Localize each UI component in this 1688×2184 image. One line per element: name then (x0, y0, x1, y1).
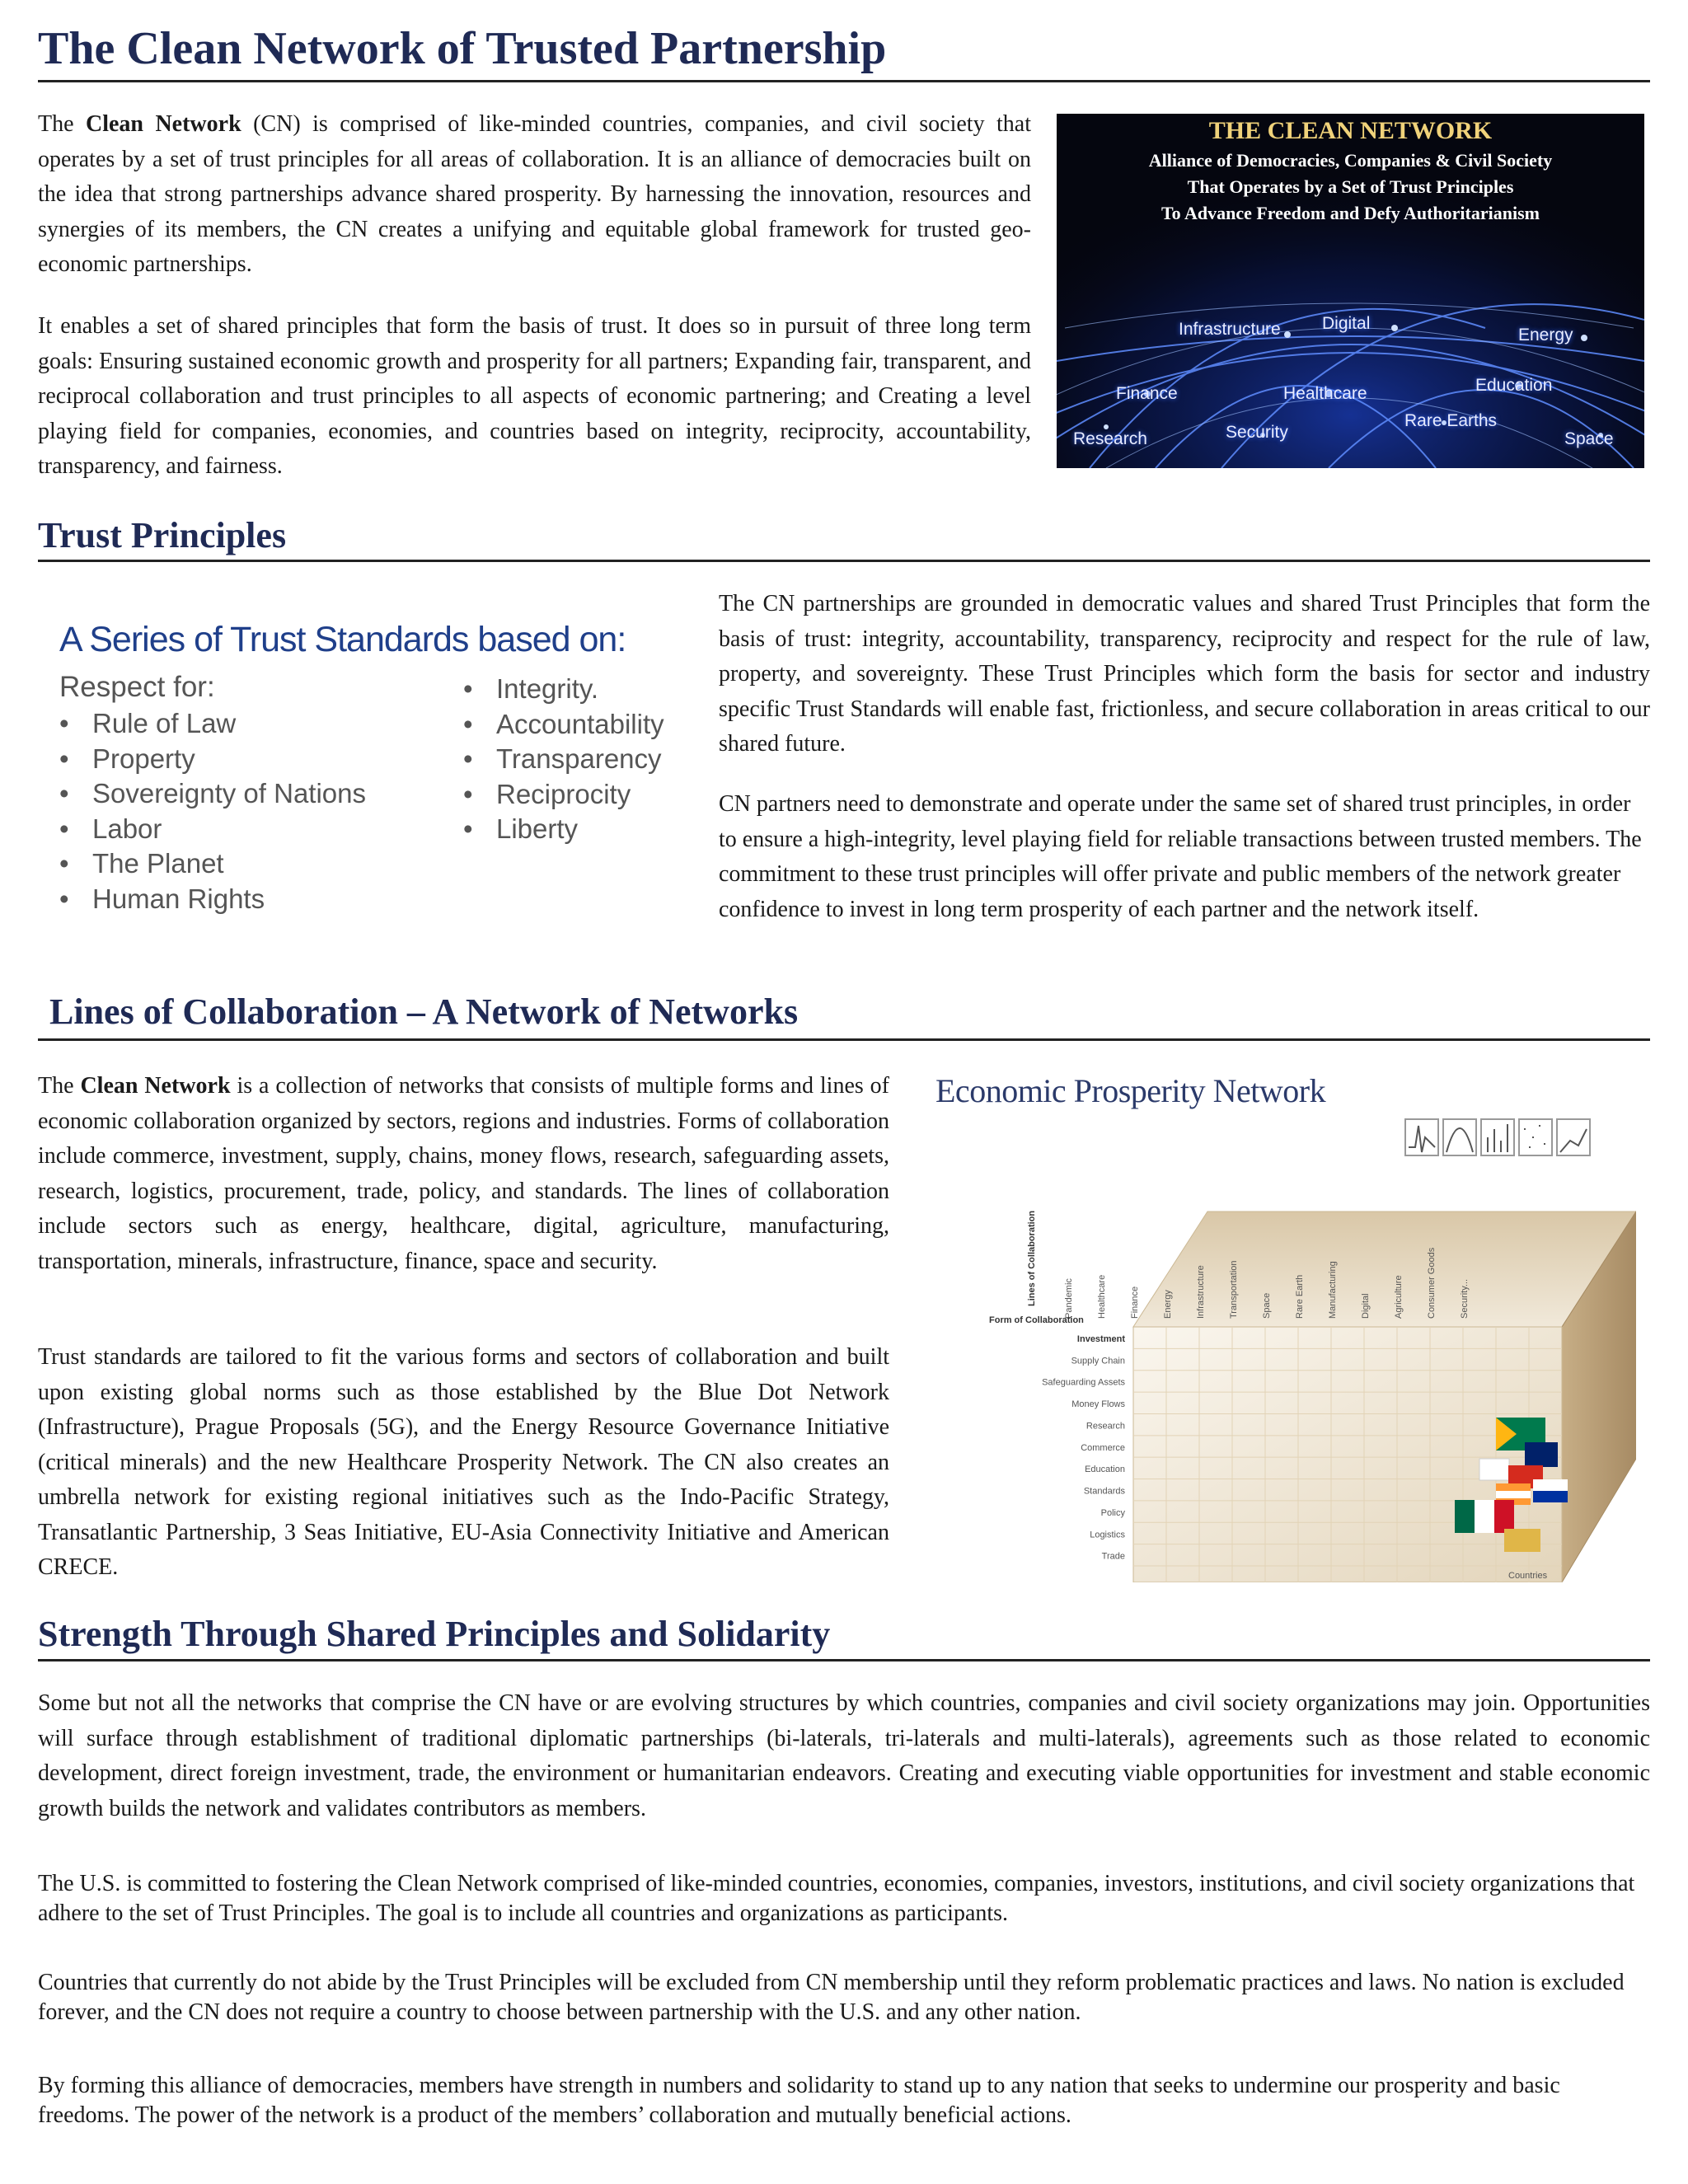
trust-standards-left-list (59, 706, 366, 916)
epn-column-label: Agriculture (1394, 1275, 1404, 1319)
epn-column-label: Security... (1460, 1278, 1470, 1319)
lines-paragraph-2: Trust standards are tailored to fit the various forms and sectors of collaboration and built upon existing global norms such as those established by the Blue Dot Network (Infrastructure), Prague Proposals (5G), and the Energy Resource Governance Initiative (critical minerals) and the new Healthcare Prosperity Network. The CN also creates an umbrella network for existing regional initiatives such as the Indo-Pacific Strategy, Transatlantic Partnership, 3 Seas Initiative, EU-Asia Connectivity Initiative and American CRECE. (38, 1344, 889, 1580)
epn-forms-label: Form of Collaboration (989, 1315, 1084, 1325)
epn-column-label: Manufacturing (1328, 1261, 1338, 1319)
intro-paragraph-1 (38, 107, 1031, 283)
lines-p5-start: The (38, 1073, 81, 1099)
epn-column-label: Transportation (1229, 1260, 1239, 1319)
epn-column-label: Infrastructure (1196, 1265, 1206, 1319)
epn-column-label: Healthcare (1097, 1274, 1107, 1319)
epn-column-label: Rare Earth (1295, 1274, 1305, 1319)
banner-label-digital: Digital (1322, 314, 1371, 333)
banner-line-2: That Operates by a Set of Trust Principles (1187, 176, 1514, 197)
banner-label-space: Space (1564, 429, 1614, 448)
banner-label-healthcare: Healthcare (1283, 384, 1367, 403)
banner-label-security: Security (1226, 423, 1288, 442)
lines-paragraph-1 (38, 1069, 889, 1279)
strength-paragraph-2: The U.S. is committed to fostering the Clean Network comprised of like-minded countries, economies, companies, investors, institutions, and civil society organizations that adhere to the set of Trust Principles. The goal is to include all countries and organizations as participants. (38, 1871, 1635, 1926)
trust-paragraph-1: The CN partnerships are grounded in democratic values and shared Trust Principles that form the basis of trust: integrity, accountability, transparency, reciprocity and respect for the rule of law, property, and sovereignty. These Trust Principles which form the basis for sector and industry specific Trust Standards will enable fast, frictionless, and secure collaboration in areas critical to our shared future. (719, 591, 1650, 757)
epn-row-label: Money Flows (1071, 1399, 1125, 1410)
epn-column-label: Digital (1361, 1293, 1371, 1319)
epn-column-label: Finance (1130, 1286, 1140, 1319)
heading-strength: Strength Through Shared Principles and Solidarity (38, 1609, 1650, 1661)
epn-column-label: Consumer Goods (1427, 1247, 1437, 1319)
epn-row-label: Education (1085, 1465, 1125, 1475)
lines-p5-bold: Clean Network (80, 1073, 231, 1099)
epn-row-label: Logistics (1090, 1530, 1125, 1540)
banner-label-finance: Finance (1116, 384, 1178, 403)
intro-p1-rest: (CN) is comprised of like-minded countries, companies, and civil society that operates by a set of trust principles for all areas of collaboration. It is an alliance of democracies built on the idea that strong partnerships advance shared prosperity. By harnessing the innovation, resources and synergies of its members, the CN creates a unifying and equitable global framework for trusted geo-economic partnerships. (38, 111, 1032, 277)
banner-label-education: Education (1475, 376, 1553, 395)
banner-title: THE CLEAN NETWORK (1208, 117, 1493, 144)
list-item: • The Planet (59, 846, 366, 882)
list-item: • Liberty (463, 812, 664, 847)
epn-row-label: Research (1085, 1421, 1125, 1432)
intro-p1-bold: Clean Network (86, 111, 241, 137)
list-item: • Rule of Law (59, 706, 366, 742)
list-item: • Human Rights (59, 882, 366, 917)
banner-line-3: To Advance Freedom and Defy Authoritarianism (1161, 203, 1540, 223)
trust-paragraph-2: CN partners need to demonstrate and operate under the same set of shared trust principles, in order to ensure a high-integrity, level playing field for reliable transactions between trusted members. The commitment to these trust principles will offer private and public members of the network greater confidence to invest in long term prosperity of each partner and the network itself. (719, 791, 1642, 922)
banner-line-1: Alliance of Democracies, Companies & Civil Society (1148, 150, 1553, 171)
lines-p5-rest: is a collection of networks that consists of multiple forms and lines of economic collaboration organized by sectors, regions and industries. Forms of collaboration include commerce, investment, supply, chains, money flows, research, safeguarding assets, research, logistics, procurement, trade, policy, and standards. The lines of collaboration include sectors such as energy, healthcare, digital, agriculture, manufacturing, transportation, minerals, infrastructure, finance, space and security. (38, 1073, 890, 1274)
intro-paragraph-2: It enables a set of shared principles that form the basis of trust. It does so in pursuit of three long term goals: Ensuring sustained economic growth and prosperity for all partners; Expanding fair, transparent, and reciprocal collaboration and trust principles to all aspects of economic partnering; and Creating a level playing field for companies, economies, and countries based on integrity, reciprocity, accountability, transparency, and fairness. (38, 313, 1031, 479)
list-item: • Property (59, 742, 366, 777)
epn-matrix-graphic (927, 1071, 1636, 1582)
epn-title: Economic Prosperity Network (935, 1072, 1326, 1109)
heading-lines-of-collaboration: Lines of Collaboration – A Network of Networks (38, 987, 1650, 1041)
trust-standards-card (49, 620, 701, 949)
epn-row-label: Safeguarding Assets (1042, 1377, 1125, 1388)
banner-label-infrastructure: Infrastructure (1179, 320, 1281, 339)
list-item: • Reciprocity (463, 777, 664, 813)
epn-column-label: Pandemic (1064, 1278, 1074, 1319)
trust-standards-respect-for: Respect for: (59, 671, 215, 703)
banner-label-rare-earths: Rare Earths (1404, 411, 1498, 430)
strength-paragraph-1: Some but not all the networks that comprise the CN have or are evolving structures by which countries, companies and civil society organizations may join. Opportunities will surface through establishment of traditional diplomatic partnerships (bi-laterals, tri-laterals and multi-laterals), agreements such as those related to economic development, direct foreign investment, trade, the environment or humanitarian endeavors. Creating and executing viable opportunities for investment and stable economic growth builds the network and validates contributors as members. (38, 1690, 1650, 1821)
epn-row-label: Commerce (1081, 1442, 1125, 1453)
strength-paragraph-3: Countries that currently do not abide by the Trust Principles will be excluded from CN membership until they reform problematic practices and laws. No nation is excluded forever, and the CN does not require a country to choose between partnership with the U.S. and any other nation. (38, 1970, 1625, 2025)
epn-row-label: Investment (1076, 1334, 1125, 1344)
list-item: • Accountability (463, 707, 664, 743)
heading-trust-principles: Trust Principles (38, 513, 1650, 562)
trust-standards-title: A Series of Trust Standards based on: (59, 620, 626, 659)
list-item: • Sovereignty of Nations (59, 776, 366, 812)
epn-row-label: Standards (1083, 1486, 1125, 1497)
epn-row-label: Supply Chain (1071, 1356, 1125, 1366)
epn-countries-label: Countries (1508, 1571, 1548, 1581)
intro-p1-start: The (38, 111, 86, 137)
chart-icons (1405, 1119, 1590, 1155)
economic-prosperity-network-graphic (927, 1071, 1636, 1582)
strength-paragraph-4: By forming this alliance of democracies, members have strength in numbers and solidarity to stand up to any nation that seeks to undermine our prosperity and basic freedoms. The power of the network is a product of the members’ collaboration and mutually beneficial actions. (38, 2073, 1560, 2128)
list-item: • Integrity. (463, 672, 664, 707)
epn-row-label: Policy (1100, 1507, 1125, 1518)
list-item: • Transparency (463, 742, 664, 777)
epn-column-label: Energy (1163, 1290, 1173, 1319)
list-item: • Labor (59, 812, 366, 847)
trust-standards-right-list (463, 672, 664, 847)
clean-network-banner-image (1057, 114, 1644, 468)
epn-row-label: Trade (1101, 1551, 1125, 1562)
banner-label-research: Research (1073, 429, 1147, 448)
banner-label-energy: Energy (1518, 326, 1573, 344)
epn-column-label: Space (1262, 1292, 1272, 1319)
page-title: The Clean Network of Trusted Partnership (38, 20, 1650, 82)
epn-lines-label: Lines of Collaboration (1027, 1210, 1037, 1306)
